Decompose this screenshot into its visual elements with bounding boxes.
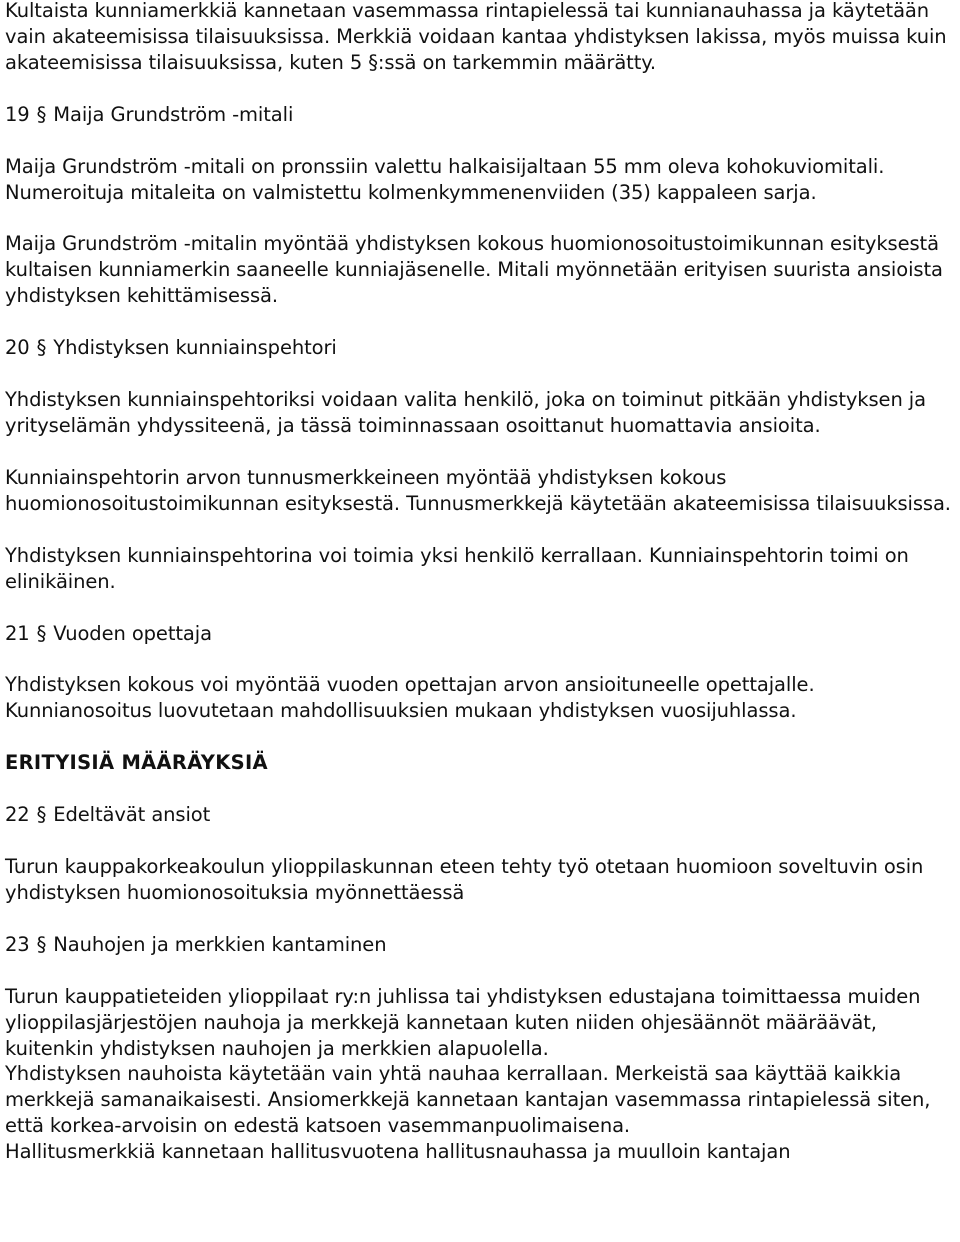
section-number: 20	[5, 336, 30, 360]
section-23-paragraph-3: Hallitusmerkkiä kannetaan hallitusvuotena hallitusnauhassa ja muulloin kantajan	[5, 1140, 791, 1164]
intro-paragraph: Kultaista kunniamerkkiä kannetaan vasemmassa rintapielessä tai kunnianauhassa ja käytetään vain akateemisissa tilaisuuksissa. Merkkiä voidaan kantaa yhdistyksen lakissa, myös muissa kuin akateemisissa tilaisuuksissa, kuten 5 §:ssä on tarkemmin määrätty.	[5, 0, 947, 74]
section-20-paragraph-2: Kunniainspehtorin arvon tunnusmerkkeineen myöntää yhdistyksen kokous huomionosoitustoimikunnan esityksestä. Tunnusmerkkejä käytetään akateemisissa tilaisuuksissa.	[5, 465, 951, 515]
section-number: 22	[5, 803, 30, 827]
section-number: 19	[5, 102, 30, 126]
section-22-heading	[5, 802, 955, 828]
section-number: 21	[5, 621, 30, 645]
section-21-paragraph-1: Yhdistyksen kokous voi myöntää vuoden opettajan arvon ansioituneelle opettajalle. Kunnianosoitus luovutetaan mahdollisuuksien mukaan yhdistyksen vuosijuhlassa.	[5, 673, 815, 723]
section-20-paragraph-1: Yhdistyksen kunniainspehtoriksi voidaan valita henkilö, joka on toiminut pitkään yhdistyksen ja yrityselämän yhdyssiteenä, ja tässä toiminnassaan osoittanut huomattavia ansioita.	[5, 388, 926, 437]
chapter-heading: ERITYISIÄ MÄÄRÄYKSIÄ	[5, 751, 268, 775]
section-23-heading	[5, 932, 955, 958]
section-title: Maija Grundström -mitali	[53, 102, 294, 126]
section-symbol: §	[36, 102, 47, 126]
section-19-paragraph-2: Maija Grundström -mitalin myöntää yhdistyksen kokous huomionosoitustoimikunnan esityksestä kultaisen kunniamerkin saaneelle kunniajäsenelle. Mitali myönnetään erityisen suurista ansioista yhdistyksen kehittämisessä.	[5, 232, 943, 308]
section-number: 23	[5, 932, 30, 956]
section-22-paragraph-1: Turun kauppakorkeakoulun ylioppilaskunnan eteen tehty työ otetaan huomioon soveltuvin osin yhdistyksen huomionosoituksia myönnettäessä	[5, 855, 924, 904]
section-title: Edeltävät ansiot	[53, 803, 211, 827]
section-20-heading	[5, 335, 955, 361]
section-symbol: §	[36, 803, 47, 827]
section-symbol: §	[36, 932, 47, 956]
section-23-paragraph-1: Turun kauppatieteiden ylioppilaat ry:n juhlissa tai yhdistyksen edustajana toimittaessa muiden ylioppilasjärjestöjen nauhoja ja merkkejä kannetaan kuten niiden ohjesäännöt määräävät, kuitenkin yhdistyksen nauhojen ja merkkien alapuolella.	[5, 984, 921, 1060]
section-19-heading	[5, 102, 955, 128]
section-20-paragraph-3: Yhdistyksen kunniainspehtorina voi toimia yksi henkilö kerrallaan. Kunniainspehtorin toimi on elinikäinen.	[5, 543, 909, 593]
section-symbol: §	[36, 621, 47, 645]
section-21-heading	[5, 621, 955, 647]
section-symbol: §	[36, 336, 47, 360]
section-title: Yhdistyksen kunniainspehtori	[53, 336, 337, 360]
document-body	[5, 0, 955, 1165]
section-23-paragraph-2: Yhdistyksen nauhoista käytetään vain yhtä nauhaa kerrallaan. Merkeistä saa käyttää kaikkia merkkejä samanaikaisesti. Ansiomerkkejä kannetaan kantajan vasemmassa rintapielessä siten, että korkea-arvoisin on edestä katsoen vasemmanpuolimaisena.	[5, 1062, 931, 1138]
section-19-paragraph-1: Maija Grundström -mitali on pronssiin valettu halkaisijaltaan 55 mm oleva kohokuviomitali. Numeroituja mitaleita on valmistettu kolmenkymmenenviiden (35) kappaleen sarja.	[5, 154, 885, 204]
section-title: Vuoden opettaja	[53, 621, 212, 645]
section-title: Nauhojen ja merkkien kantaminen	[53, 932, 387, 956]
